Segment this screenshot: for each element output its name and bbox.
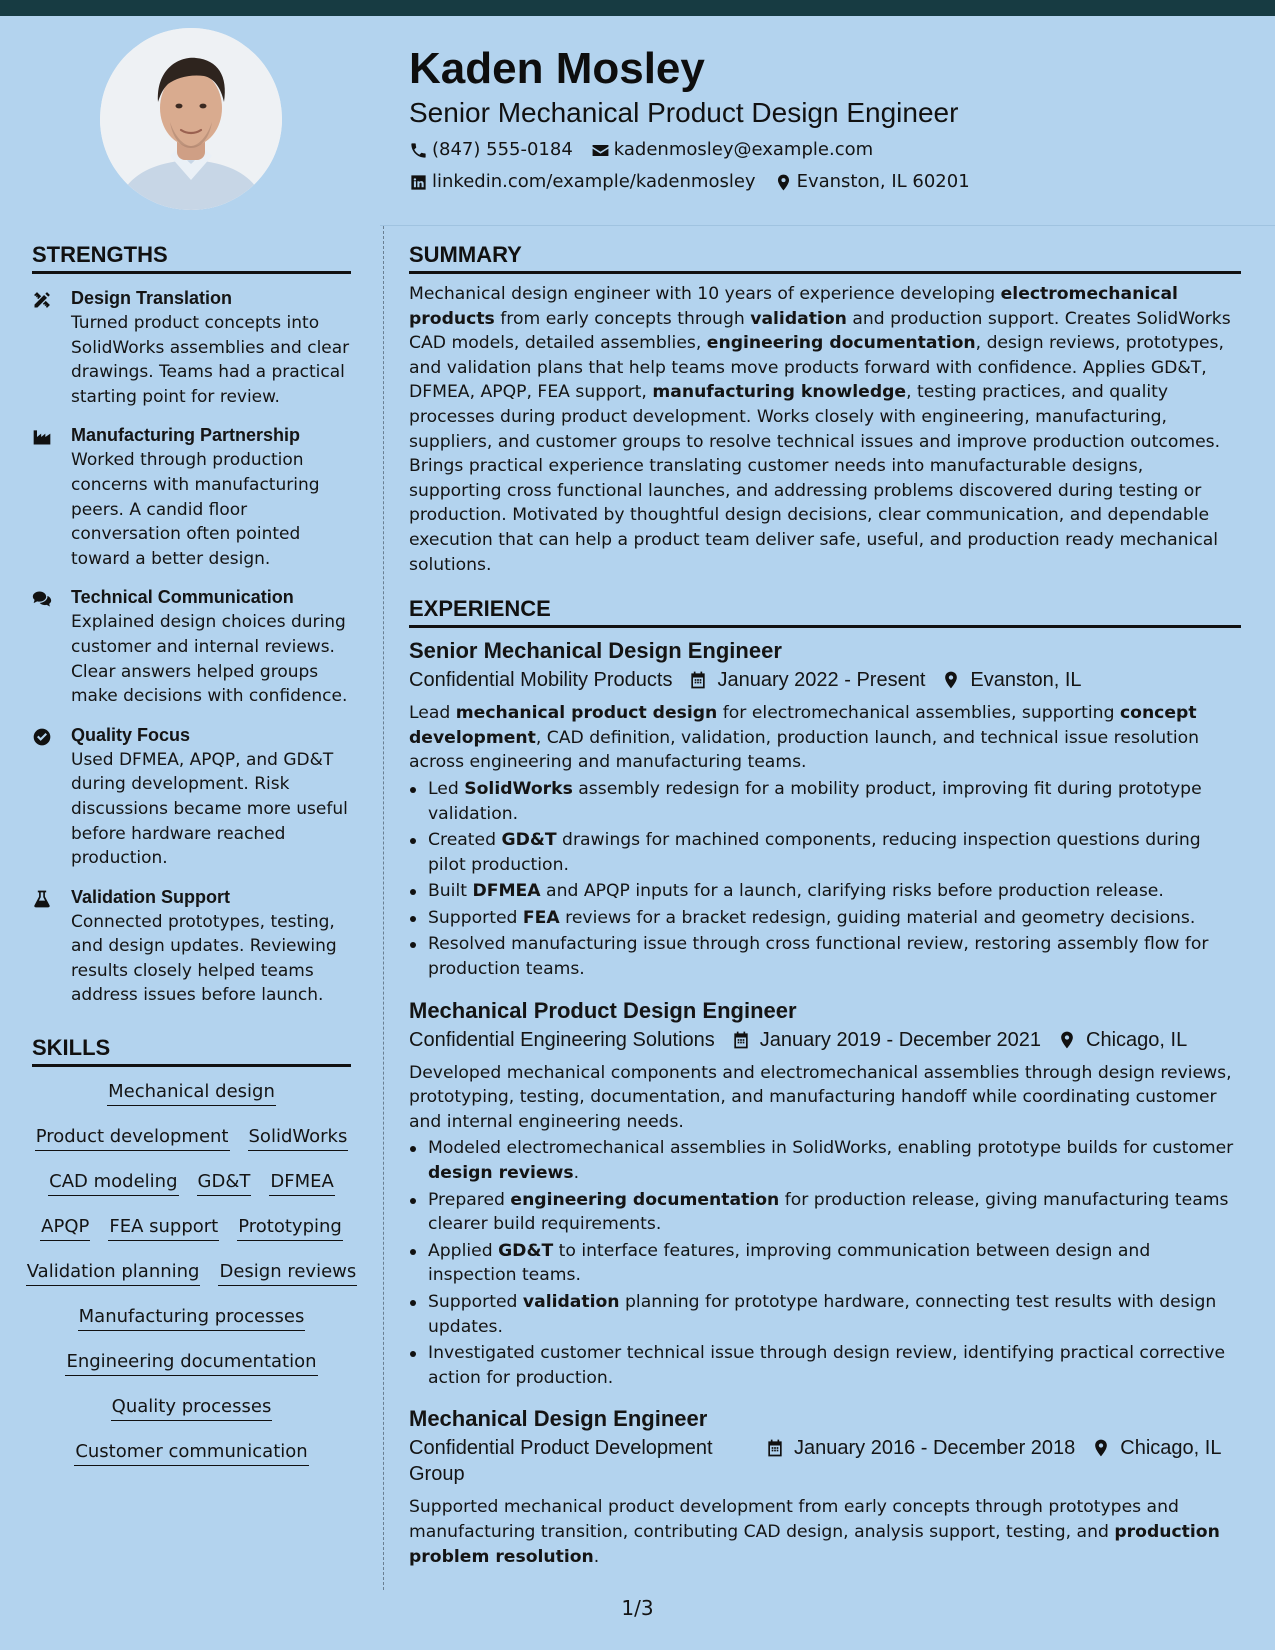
skill-tag: APQP xyxy=(40,1214,90,1241)
strength-title: Design Translation xyxy=(71,288,233,308)
text-segment: Created xyxy=(428,830,502,851)
bold-keyword: validation xyxy=(750,308,847,329)
job-location xyxy=(1057,1027,1187,1053)
skill-row xyxy=(32,1079,351,1124)
map-pin-icon xyxy=(1091,1438,1111,1458)
job-dates xyxy=(731,1027,1041,1053)
skill-tag: Design reviews xyxy=(218,1259,357,1286)
skill-row xyxy=(32,1214,351,1259)
bold-keyword: manufacturing knowledge xyxy=(652,382,907,403)
skill-tag: Engineering documentation xyxy=(65,1349,317,1376)
skill-tag: FEA support xyxy=(108,1214,219,1241)
map-pin-icon xyxy=(1057,1030,1077,1050)
bold-keyword: GD&T xyxy=(501,830,557,851)
calendar-icon xyxy=(688,670,708,690)
bold-keyword: engineering documentation xyxy=(706,333,976,354)
text-segment: for production release, giving manufacturing teams clearer build requirements. xyxy=(428,1189,1229,1235)
bold-keyword: engineering documentation xyxy=(510,1189,780,1210)
calendar-icon xyxy=(765,1438,785,1458)
text-segment: , design reviews, prototypes, and validation plans that help teams move products forward with confidence. Applies GD&T, DFMEA, APQP, FEA support, xyxy=(409,333,1224,403)
job-bullets xyxy=(409,1136,1241,1390)
skills-heading: SKILLS xyxy=(32,1034,351,1067)
text-segment: drawings for machined components, reducing inspection questions during pilot production. xyxy=(428,830,1201,875)
left-column xyxy=(26,241,357,1484)
job-title: Mechanical Design Engineer xyxy=(409,1406,708,1432)
job-dates xyxy=(765,1435,1075,1461)
strength-item xyxy=(32,885,351,1008)
bold-keyword: FEA xyxy=(522,907,560,928)
text-segment: to interface features, improving communication between design and inspection teams. xyxy=(428,1240,1151,1286)
text-segment: Lead xyxy=(409,703,456,724)
location-text: Evanston, IL 60201 xyxy=(796,171,970,192)
strength-item xyxy=(32,585,351,708)
flask-icon xyxy=(32,889,52,909)
text-segment: . xyxy=(573,1163,580,1184)
job-dates-text: January 2019 - December 2021 xyxy=(759,1028,1042,1051)
linkedin-contact[interactable] xyxy=(409,170,756,194)
text-segment: Developed mechanical components and electromechanical assemblies through design reviews, prototyping, testing, documentation, and manufacturing handoff while coordinating customer and internal engineering needs. xyxy=(409,1062,1232,1132)
header-divider xyxy=(380,225,1275,226)
strength-desc: Used DFMEA, APQP, and GD&T during development. Risk discussions became more useful before hardware reached production. xyxy=(71,749,348,869)
text-segment: Mechanical design engineer with 10 years of experience developing xyxy=(409,284,1001,304)
strength-item xyxy=(32,286,351,409)
job-bullet xyxy=(409,1239,1241,1288)
job-entry xyxy=(409,636,1241,982)
job-bullet xyxy=(409,932,1241,981)
job-bullet xyxy=(409,1341,1241,1390)
text-segment: planning for prototype hardware, connecting test results with design updates. xyxy=(428,1292,1217,1337)
job-bullet xyxy=(409,1136,1241,1185)
text-segment: , CAD definition, validation, production launch, and technical issue resolution across engineering and manufacturing teams. xyxy=(409,727,1200,773)
strength-title: Technical Communication xyxy=(71,587,294,608)
summary-text xyxy=(409,282,1241,577)
text-segment: reviews for a bracket redesign, guiding material and geometry decisions. xyxy=(559,907,1196,928)
job-location-text: Evanston, IL xyxy=(970,669,1082,692)
job-description xyxy=(409,1061,1241,1135)
skill-row xyxy=(32,1304,351,1349)
email-text: kadenmosley@example.com xyxy=(613,139,874,160)
skill-tag: CAD modeling xyxy=(48,1169,178,1196)
email-contact[interactable] xyxy=(591,138,873,162)
job-bullet xyxy=(409,828,1241,877)
strength-item xyxy=(32,723,351,871)
skill-tag: Quality processes xyxy=(111,1394,273,1421)
job-entry xyxy=(409,1404,1241,1569)
text-segment: Applied xyxy=(428,1240,499,1261)
text-segment: Modeled electromechanical assemblies in SolidWorks, enabling prototype builds for customer xyxy=(428,1138,1234,1159)
text-segment: from early concepts through xyxy=(494,308,751,329)
job-bullet xyxy=(409,879,1241,904)
job-meta xyxy=(409,1435,1241,1487)
bold-keyword: mechanical product design xyxy=(455,703,718,724)
text-segment: Supported mechanical product development from early concepts through prototypes and manufacturing transition, contributing CAD design, analysis support, testing, and xyxy=(409,1497,1179,1542)
skill-tag: SolidWorks xyxy=(248,1124,349,1151)
bold-keyword: design reviews xyxy=(428,1163,574,1184)
check-circle-icon xyxy=(32,727,52,747)
location-contact xyxy=(774,170,970,194)
strength-item xyxy=(32,423,351,571)
skill-tag: Product development xyxy=(35,1124,230,1151)
linkedin-text: linkedin.com/example/kadenmosley xyxy=(432,171,756,192)
calendar-icon xyxy=(731,1030,751,1050)
right-column xyxy=(409,241,1241,1569)
bold-keyword: validation xyxy=(522,1292,620,1312)
page-number: 1/3 xyxy=(621,1596,654,1620)
map-pin-icon xyxy=(774,173,793,192)
strengths-list xyxy=(32,286,351,1008)
job-dates-text: January 2016 - December 2018 xyxy=(794,1437,1076,1460)
text-segment: and APQP inputs for a launch, clarifying risks before production release. xyxy=(540,881,1164,902)
skill-tag: Validation planning xyxy=(26,1259,201,1286)
text-segment: , testing practices, and quality processes during product development. Works closely with engineering, manufacturing, suppliers, and customer groups to resolve technical issues and improve production outcomes. Brings practical experience translating customer needs into manufacturable designs, supporting cross functional launches, and addressing problems discovered during testing or production. Motivated by thoughtful design decisions, clear communication, and dependable execution that can help a product team deliver safe, useful, and production ready mechanical solutions. xyxy=(409,382,1221,575)
skill-row xyxy=(32,1394,351,1439)
bold-keyword: electromechanical products xyxy=(409,284,1178,329)
skill-tag: GD&T xyxy=(197,1169,252,1196)
job-title: Senior Mechanical Design Engineer xyxy=(409,638,782,664)
job-location xyxy=(1091,1435,1221,1461)
skill-tag: Prototyping xyxy=(237,1214,343,1241)
skills-list xyxy=(26,1079,357,1484)
comments-icon xyxy=(32,589,52,609)
skill-row xyxy=(32,1124,351,1169)
job-entry xyxy=(409,996,1241,1391)
bold-keyword: GD&T xyxy=(498,1240,554,1261)
map-pin-icon xyxy=(941,670,961,690)
skill-row xyxy=(32,1169,351,1214)
candidate-title: Senior Mechanical Product Design Engineer xyxy=(409,97,959,128)
bold-keyword: concept development xyxy=(409,703,1197,748)
profile-photo xyxy=(100,28,282,210)
strength-desc: Worked through production concerns with manufacturing peers. A candid floor conversation often pointed toward a better design. xyxy=(71,450,320,569)
bold-keyword: production problem resolution xyxy=(409,1521,1220,1567)
experience-heading: EXPERIENCE xyxy=(409,595,1241,628)
job-bullet xyxy=(409,906,1241,931)
skill-tag: Customer communication xyxy=(74,1439,308,1466)
job-dates xyxy=(688,667,925,693)
job-description xyxy=(409,701,1241,775)
header xyxy=(409,40,1249,194)
text-segment: Resolved manufacturing issue through cross functional review, restoring assembly flow for production teams. xyxy=(428,934,1209,980)
job-title: Mechanical Product Design Engineer xyxy=(409,997,797,1023)
industry-icon xyxy=(32,427,52,447)
text-segment: Investigated customer technical issue through design review, identifying practical corrective action for production. xyxy=(428,1343,1226,1388)
bold-keyword: DFMEA xyxy=(472,881,541,902)
job-meta xyxy=(409,667,1241,693)
candidate-name: Kaden Mosley xyxy=(409,44,705,93)
strengths-heading: STRENGTHS xyxy=(32,241,351,274)
text-segment: assembly redesign for a mobility product, improving fit during prototype validation. xyxy=(428,778,1202,824)
job-description xyxy=(409,1495,1241,1569)
text-segment: . xyxy=(593,1546,600,1567)
job-bullet xyxy=(409,777,1241,826)
text-segment: Supported xyxy=(428,907,523,928)
strength-desc: Explained design choices during customer and internal reviews. Clear answers helped groups make decisions with confidence. xyxy=(71,612,348,707)
text-segment: Built xyxy=(428,881,473,902)
text-segment: Led xyxy=(428,778,465,799)
job-bullet xyxy=(409,1188,1241,1237)
text-segment: for electromechanical assemblies, supporting xyxy=(717,703,1120,724)
contact-row-1 xyxy=(409,138,1249,162)
job-company: Confidential Mobility Products xyxy=(409,669,673,692)
skill-tag: Mechanical design xyxy=(107,1079,276,1106)
strength-desc: Connected prototypes, testing, and design updates. Reviewing results closely helped teams address issues before launch. xyxy=(71,911,337,1006)
skill-row xyxy=(26,1259,357,1304)
strength-title: Manufacturing Partnership xyxy=(71,425,301,446)
job-bullets xyxy=(409,777,1241,982)
skill-tag: DFMEA xyxy=(269,1169,334,1196)
job-bullet xyxy=(409,1290,1241,1339)
strength-title: Quality Focus xyxy=(71,724,191,745)
text-segment: Prepared xyxy=(428,1189,511,1210)
text-segment: and production support. Creates SolidWorks CAD models, detailed assemblies, xyxy=(409,308,1231,354)
job-location-text: Chicago, IL xyxy=(1120,1437,1222,1460)
job-dates-text: January 2022 - Present xyxy=(717,669,926,692)
summary-heading: SUMMARY xyxy=(409,241,1241,274)
strength-title: Validation Support xyxy=(71,886,231,907)
top-accent-bar xyxy=(0,0,1275,16)
skill-tag: Manufacturing processes xyxy=(78,1304,306,1331)
job-company: Confidential Engineering Solutions xyxy=(409,1028,715,1051)
phone-contact[interactable] xyxy=(409,138,573,162)
skill-row xyxy=(32,1349,351,1394)
job-location-text: Chicago, IL xyxy=(1086,1028,1188,1051)
phone-icon xyxy=(409,141,428,160)
job-meta xyxy=(409,1027,1241,1053)
contact-row-2 xyxy=(409,170,1249,194)
pencil-ruler-icon xyxy=(32,290,52,310)
envelope-icon xyxy=(591,141,610,160)
phone-text: (847) 555-0184 xyxy=(432,139,573,160)
job-company: Confidential Product Development Group xyxy=(409,1437,713,1486)
experience-list xyxy=(409,636,1241,1569)
text-segment: Supported xyxy=(428,1292,523,1312)
column-divider xyxy=(383,226,384,1590)
job-location xyxy=(941,667,1081,693)
bold-keyword: SolidWorks xyxy=(464,778,573,799)
skill-row xyxy=(32,1439,351,1484)
linkedin-icon xyxy=(409,173,428,192)
strength-desc: Turned product concepts into SolidWorks assemblies and clear drawings. Teams had a practical starting point for review. xyxy=(71,313,350,407)
